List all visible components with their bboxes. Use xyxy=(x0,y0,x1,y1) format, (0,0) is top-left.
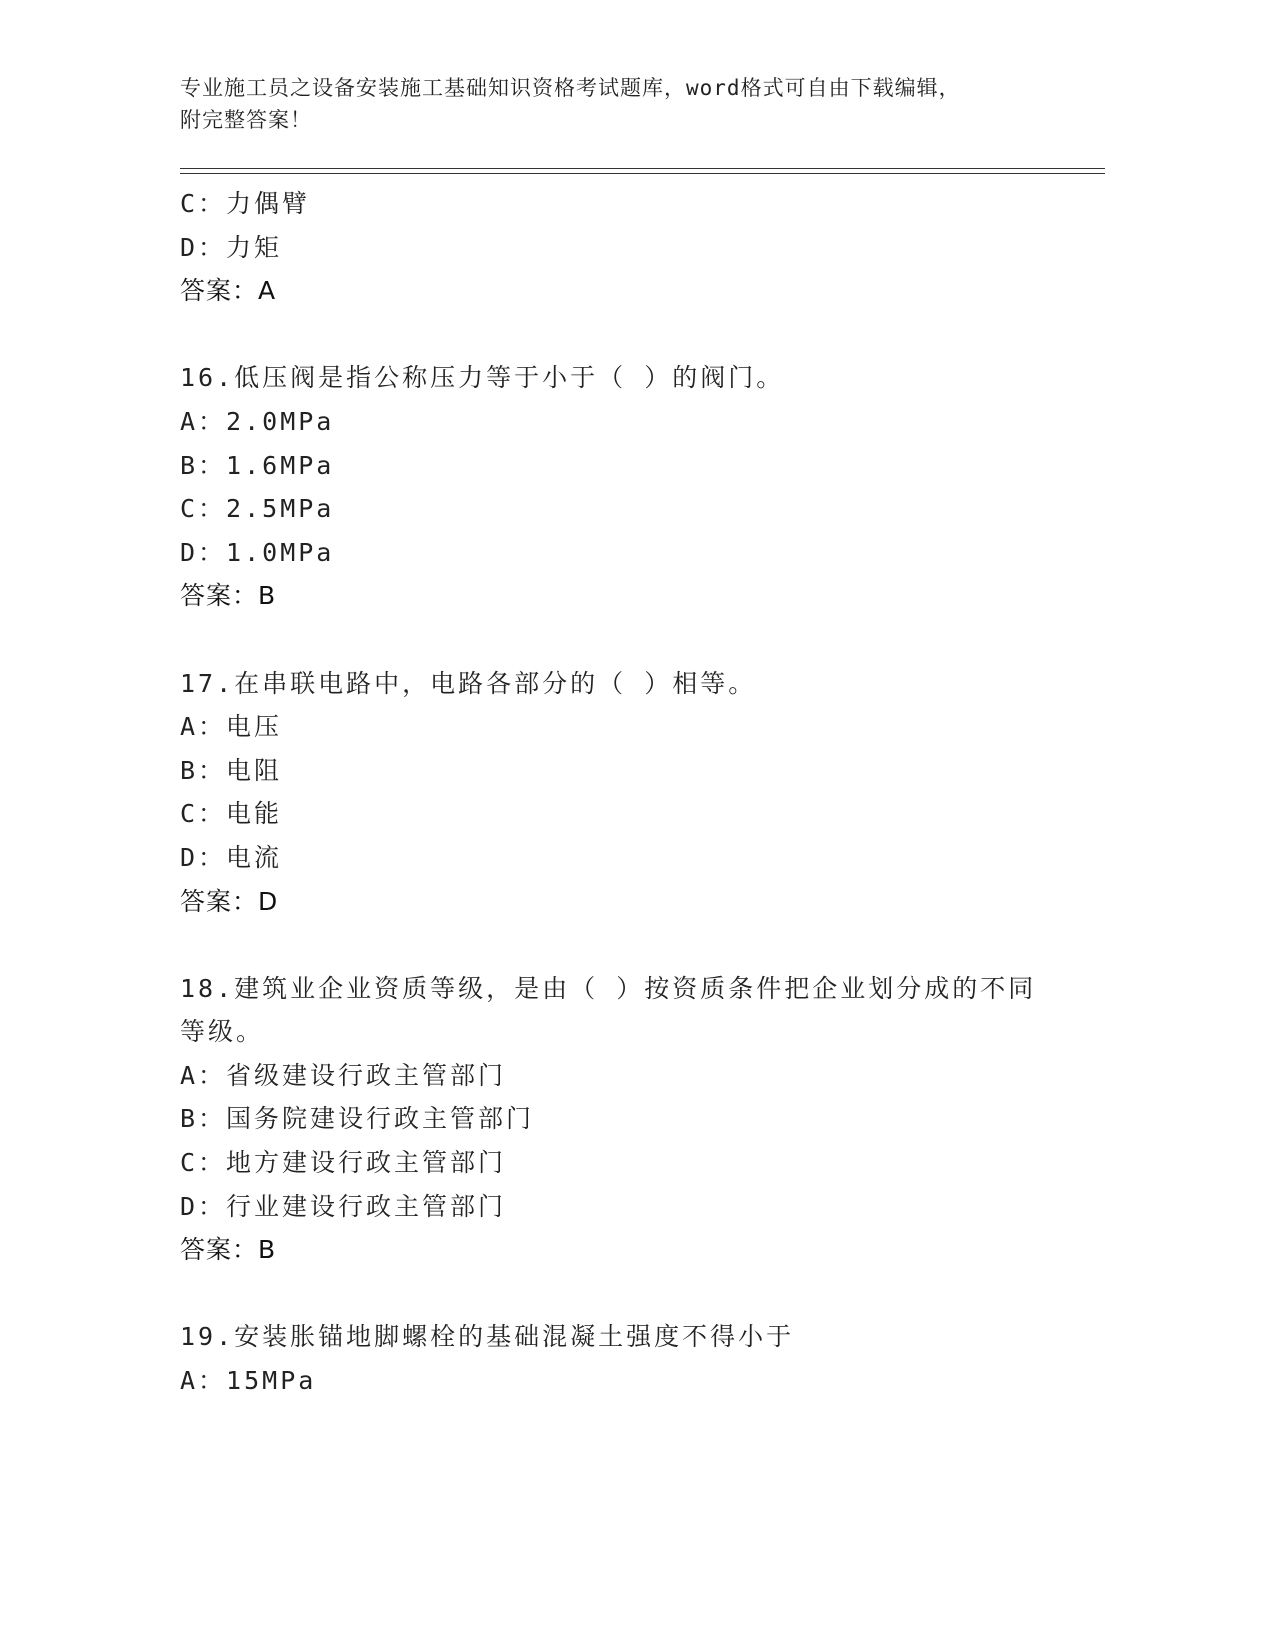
option-a: A：2.0MPa xyxy=(180,406,335,436)
document-page xyxy=(180,0,1105,1650)
question-list xyxy=(180,182,1105,1403)
option-c: C：2.5MPa xyxy=(180,494,335,524)
document-header xyxy=(180,72,1105,136)
option-a: A：电压 xyxy=(180,712,283,742)
question-stem: 16.低压阀是指公称压力等于小于（ ）的阀门。 xyxy=(180,363,785,393)
spacer xyxy=(180,1272,1105,1316)
question-stem-line-2: 等级。 xyxy=(180,1017,265,1047)
spacer xyxy=(180,618,1105,662)
answer-line: 答案：D xyxy=(180,886,279,916)
question-stem-line-1: 18.建筑业企业资质等级，是由（ ）按资质条件把企业划分成的不同 xyxy=(180,973,1037,1003)
option-a: A：15MPa xyxy=(180,1366,317,1396)
answer-line: 答案：B xyxy=(180,581,277,611)
question-stem: 17.在串联电路中，电路各部分的（ ）相等。 xyxy=(180,668,757,698)
spacer xyxy=(180,313,1105,357)
option-c: C：电能 xyxy=(180,799,283,829)
header-line-1: 专业施工员之设备安装施工基础知识资格考试题库，word格式可自由下载编辑， xyxy=(180,76,961,100)
option-c: C：地方建设行政主管部门 xyxy=(180,1148,507,1178)
answer-line: 答案：B xyxy=(180,1235,277,1265)
option-b: B：国务院建设行政主管部门 xyxy=(180,1104,535,1134)
header-divider-bottom xyxy=(180,173,1105,174)
option-c: C：力偶臂 xyxy=(180,189,311,218)
header-divider-top xyxy=(180,168,1105,169)
header-line-2: 附完整答案！ xyxy=(180,108,312,132)
spacer xyxy=(180,923,1105,967)
option-a: A：省级建设行政主管部门 xyxy=(180,1060,507,1090)
option-d: D：电流 xyxy=(180,842,283,872)
option-d: D：行业建设行政主管部门 xyxy=(180,1191,507,1221)
option-b: B：电阻 xyxy=(180,755,283,785)
option-b: B：1.6MPa xyxy=(180,450,335,480)
option-d: D：力矩 xyxy=(180,232,283,262)
answer-line: 答案：A xyxy=(180,276,277,306)
question-stem: 19.安装胀锚地脚螺栓的基础混凝土强度不得小于 xyxy=(180,1322,795,1352)
option-d: D：1.0MPa xyxy=(180,537,335,567)
